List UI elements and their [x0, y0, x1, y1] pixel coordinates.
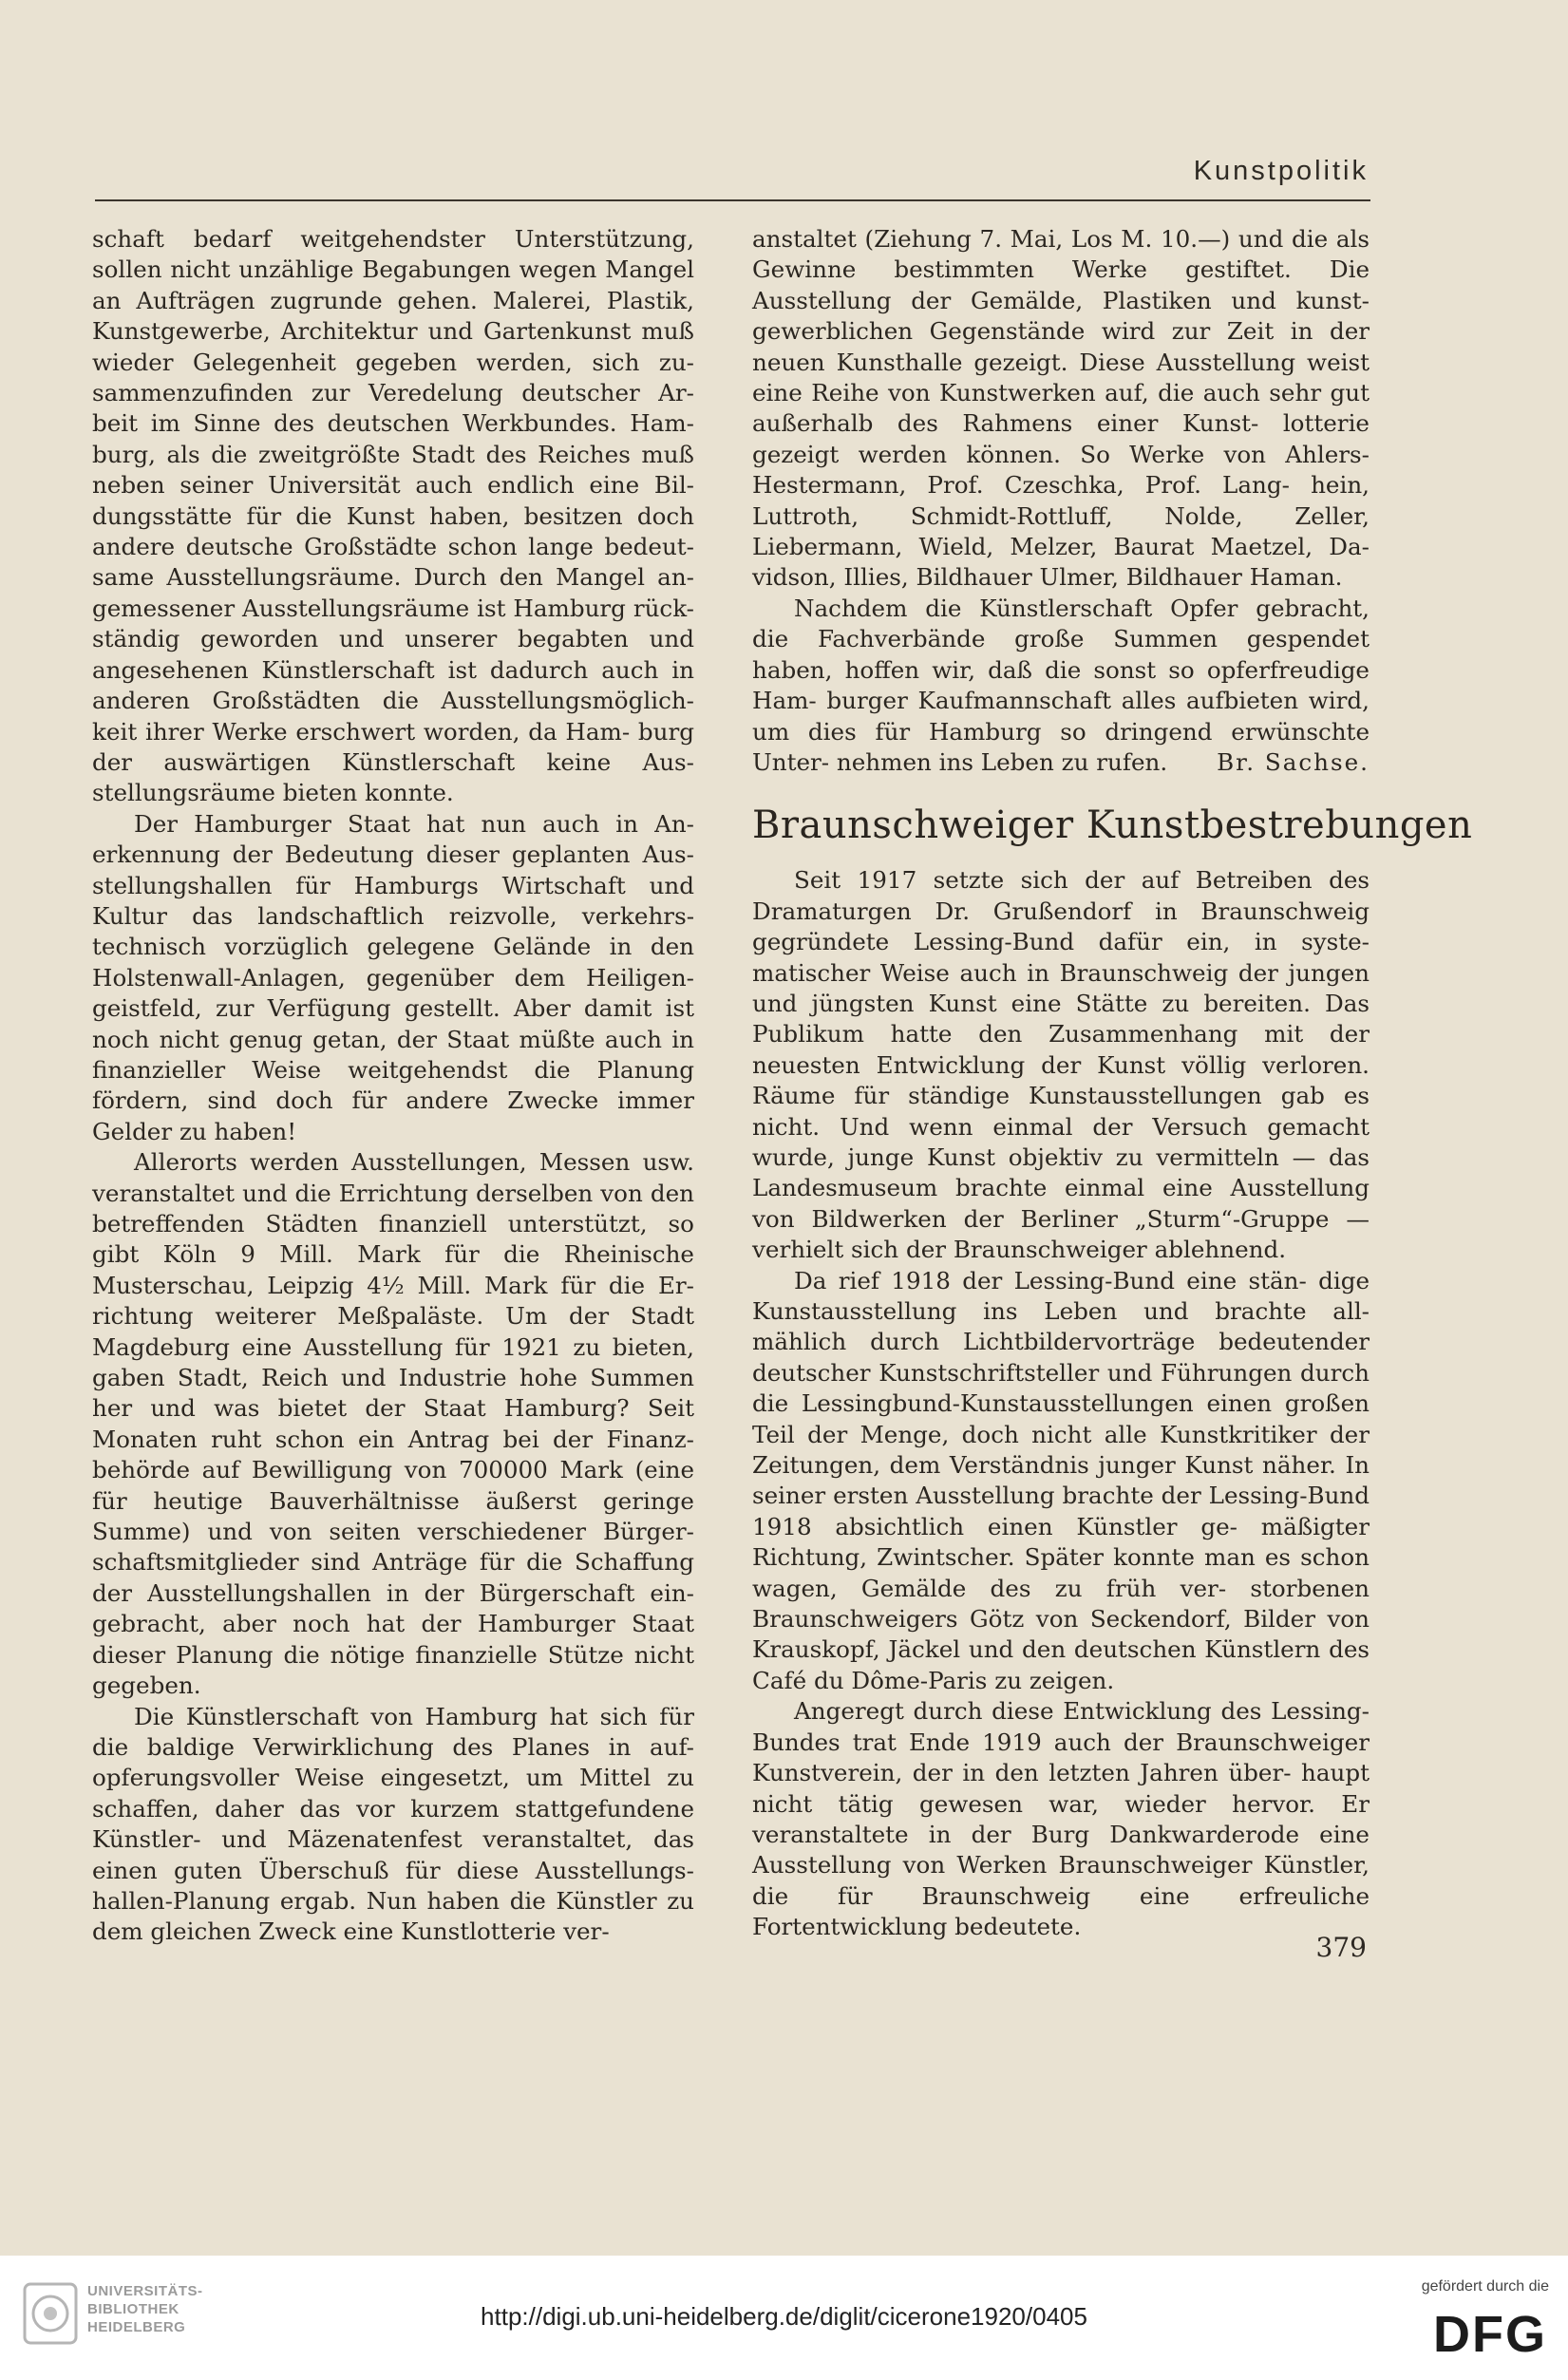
left-column — [92, 224, 694, 1948]
right-column-bottom — [752, 865, 1370, 1942]
paragraph: anstaltet (Ziehung 7. Mai, Los M. 10.—) und die als Gewinne bestimmten Werke gestiftet. Die Ausstellung der Gemälde, Plastiken und kunst- gewerblichen Gegenstände wird zur Zeit in der neuen Kunsthalle gezeigt. Diese Ausstellung weist eine Reihe von Kunstwerken auf, die auch sehr gut außerhalb des Rahmens einer Kunst- lotterie gezeigt werden können. So Werke von Ahlers-Hestermann, Prof. Czeschka, Prof. Lang- hein, Luttroth, Schmidt-Rottluff, Nolde, Zeller, Liebermann, Wield, Melzer, Baurat Maetzel, Da- vidson, Illies, Bildhauer Ulmer, Bildhauer Haman. — [752, 225, 1370, 592]
section-heading: Braunschweiger Kunstbestrebungen — [752, 803, 1473, 848]
right-column-top — [752, 224, 1370, 778]
library-line: UNIVERSITÄTS- — [87, 2283, 203, 2299]
header-rule — [95, 199, 1370, 201]
library-line: BIBLIOTHEK — [87, 2301, 179, 2317]
paragraph: Nachdem die Künstlerschaft Opfer gebracht, die Fachverbände große Summen gespendet haben, hoffen wir, daß die sonst so opferfreudige Ham- burger Kaufmannschaft alles aufbieten wird, um dies für Hamburg so dringend erwünschte Unter- nehmen ins Leben zu rufen. — [752, 594, 1370, 776]
dfg-logo: DFG — [1433, 2306, 1547, 2363]
footer-bar — [0, 2256, 1568, 2380]
paragraph: Angeregt durch diese Entwicklung des Lessing- Bundes trat Ende 1919 auch der Braunschweiger Kunstverein, der in den letzten Jahren über- haupt nicht tätig gewesen war, wieder hervor. Er veranstaltete in der Burg Dankwarderode eine Ausstellung von Werken Braunschweiger Künstler, die für Braunschweig eine erfreuliche Fortentwicklung bedeutete. — [752, 1697, 1370, 1941]
funded-by-text: gefördert durch die — [1421, 2278, 1549, 2295]
paragraph: Der Hamburger Staat hat nun auch in An- erkennung der Bedeutung dieser geplanten Aus- stellungshallen für Hamburgs Wirtschaft und Kultur das landschaftlich reizvolle, verkehrs- technisch vorzüglich gelegene Gelände in den Holstenwall-Anlagen, gegenüber dem Heiligen- geistfeld, zur Verfügung gestellt. Aber damit ist noch nicht genug getan, der Staat müßte auch in finanzieller Weise weitgehendst die Planung fördern, sind doch für andere Zwecke immer Gelder zu haben! — [92, 809, 694, 1145]
paragraph: Seit 1917 setzte sich der auf Betreiben des Dramaturgen Dr. Grußendorf in Braunschweig gegründete Lessing-Bund dafür ein, in syste- matischer Weise auch in Braunschweig der jungen und jüngsten Kunst eine Stätte zu bereiten. Das Publikum hatte den Zusammenhang mit der neuesten Entwicklung der Kunst völlig verloren. Räume für ständige Kunstausstellungen gab es nicht. Und wenn einmal der Versuch gemacht wurde, junge Kunst objektiv zu vermitteln — das Landesmuseum brachte einmal eine Ausstellung von Bildwerken der Berliner „Sturm“-Gruppe — verhielt sich der Braunschweiger ablehnend. — [752, 866, 1370, 1264]
paragraph: Da rief 1918 der Lessing-Bund eine stän- dige Kunstausstellung ins Leben und brachte all- mählich durch Lichtbildervorträge bedeutender deutscher Kunstschriftsteller und Führungen durch die Lessingbund-Kunstausstellungen einen großen Teil der Menge, doch nicht alle Kunstkritiker der Zeitungen, dem Verständnis junger Kunst näher. In seiner ersten Ausstellung brachte der Lessing-Bund 1918 absichtlich einen Künstler ge- mäßigter Richtung, Zwintscher. Später konnte man es schon wagen, Gemälde des zu früh ver- storbenen Braunschweigers Götz von Seckendorf, Bilder von Krauskopf, Jäckel und den deutschen Künstlern des Café du Dôme-Paris zu zeigen. — [752, 1266, 1370, 1694]
library-line: HEIDELBERG — [87, 2319, 186, 2335]
running-head: Kunstpolitik — [1193, 156, 1369, 186]
paragraph: schaft bedarf weitgehendster Unterstützung, sollen nicht unzählige Begabungen wegen Mangel an Aufträgen zugrunde gehen. Malerei, Plastik, Kunstgewerbe, Architektur und Gartenkunst muß wieder Gelegenheit gegeben werden, sich zu- sammenzufinden zur Veredelung deutscher Ar- beit im Sinne des deutschen Werkbundes. Ham- burg, als die zweitgrößte Stadt des Reiches muß neben seiner Universität auch endlich eine Bil- dungsstätte für die Kunst haben, besitzen doch andere deutsche Großstädte schon lange bedeut- same Ausstellungsräume. Durch den Mangel an- gemessener Ausstellungsräume ist Hamburg rück- ständig geworden und unserer begabten und angesehenen Künstlerschaft ist dadurch auch in anderen Großstädten die Ausstellungsmöglich- keit ihrer Werke erschwert worden, da Ham- burg der auswärtigen Künstlerschaft keine Aus- stellungsräume bieten konnte. — [92, 225, 694, 807]
right-column — [752, 224, 1473, 1943]
signature: Br. Sachse. — [1217, 747, 1370, 776]
paragraph: Die Künstlerschaft von Hamburg hat sich für die baldige Verwirklichung des Planes in auf- opferungsvoller Weise eingesetzt, um Mittel zu schaffen, daher das vor kurzem stattgefundene Künstler- und Mäzenatenfest veranstaltet, das einen guten Überschuß für diese Ausstellungs- hallen-Planung ergab. Nun haben die Künstler zu dem gleichen Zweck eine Kunstlotterie ver- — [92, 1702, 694, 1946]
footer-url-link[interactable]: http://digi.ub.uni-heidelberg.de/diglit/cicerone1920/0405 — [481, 2302, 1087, 2331]
page-number: 379 — [1315, 1932, 1367, 1963]
paragraph: Allerorts werden Ausstellungen, Messen usw. veranstaltet und die Errichtung derselben von den betreffenden Städten finanziell unterstützt, so gibt Köln 9 Mill. Mark für die Rheinische Musterschau, Leipzig 4½ Mill. Mark für die Er- richtung weiterer Meßpaläste. Um der Stadt Magdeburg eine Ausstellung für 1921 zu bieten, gaben Stadt, Reich und Industrie hohe Summen her und was bietet der Staat Hamburg? Seit Monaten ruht schon ein Antrag bei der Finanz- behörde auf Bewilligung von 700000 Mark (eine für heutige Bauverhältnisse äußerst geringe Summe) und von seiten verschiedener Bürger- schaftsmitglieder sind Anträge für die Schaffung der Ausstellungshallen in der Bürgerschaft ein- gebracht, aber noch hat der Hamburger Staat dieser Planung die nötige finanzielle Stütze nicht gegeben. — [92, 1148, 694, 1700]
